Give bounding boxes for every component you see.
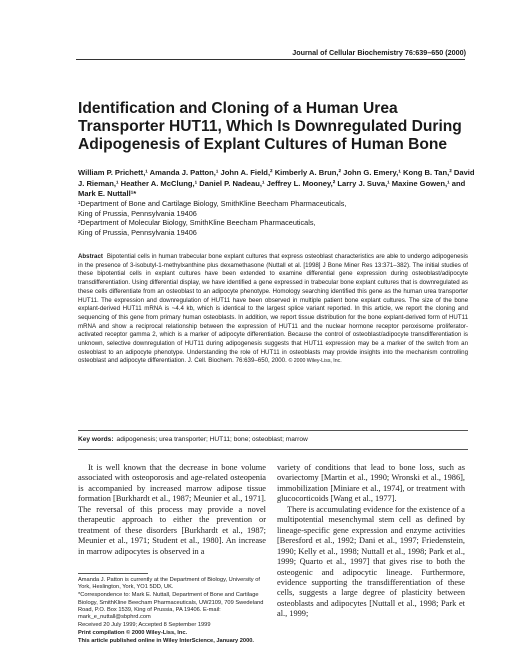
keywords-rule-top bbox=[78, 430, 468, 431]
abstract-label: Abstract bbox=[78, 253, 103, 260]
body-paragraph: It is well known that the decrease in bone volume associated with osteoporosis and age-related osteopenia is accompanied by increased marrow adipose tissue formation [Burkhardt et al., 1987; Meunier et al., 1971]. The reversal of this process may provide a novel therapeutic approach to either the prevention or treatment of these disorders [Burkhardt et al., 1987; Meunier et al., 1971; Student et al., 1980]. An increase in marrow adipocytes is observed in a bbox=[78, 463, 266, 556]
abstract-text: Bipotential cells in human trabecular bone explant cultures that express osteoblast characteristics are able to undergo adipogenesis in the presence of 3-isobutyl-1-methylxanthine plus dexamethasone (Nuttall et al. [1998] J Bone Miner Res 13:371–382). The initial studies of these bipotential cells in explant cultures have been extended to examine differential gene expression during osteoblast/adipocyte transdifferentiation. Using differential display, we have identified a gene expressed in trabecular bone explant cultures that is downregulated as these cells differentiate from an osteoblast to an adipocyte phenotype. Homology searching identified this gene as the human urea transporter HUT11. The expression and downregulation of HUT11 have been observed in multiple patient bone explant cultures. The size of the bone explant-derived HUT11 mRNA is ~4.4 kb, which is identical to the largest splice variant reported. In this article, we report the cloning and sequencing of this gene from primary human osteoblasts. In addition, we report tissue distribution for the bone explant-derived form of HUT11 mRNA and show a reciprocal relationship between the expression of HUT11 and the nuclear hormone receptor peroxisome proliferator-activated receptor gamma 2, which is a marker of adipocyte differentiation. Because the control of osteoblast/adipocyte transdifferentiation is unknown, selective downregulation of HUT11 during adipogenesis suggests that HUT11 expression may be a marker of the switch from an osteoblast to an adipocyte phenotype. Understanding the role of HUT11 in osteoblasts may provide insights into the mechanism controlling osteoblast and adipocyte differentiation. J. Cell. Biochem. 76:639–650, 2000. bbox=[78, 253, 468, 365]
body-column-right bbox=[277, 463, 465, 620]
footnote-online: This article published online in Wiley InterScience, January 2000. bbox=[78, 637, 255, 644]
affiliation-line: ¹Department of Bone and Cartilage Biology, SmithKline Beecham Pharmaceuticals, bbox=[78, 199, 347, 208]
footnote-received: Received 20 July 1999; Accepted 8 September 1999 bbox=[78, 622, 211, 629]
footnotes bbox=[78, 577, 268, 646]
copyright: © 2000 Wiley-Liss, Inc. bbox=[288, 358, 342, 365]
keywords-text: adipogenesis; urea transporter; HUT11; bone; osteoblast; marrow bbox=[116, 436, 308, 443]
footnote-correspondence: *Correspondence to: Mark E. Nuttall, Department of Bone and Cartilage Biology, SmithKline Beecham Pharmaceuticals, UW2109, 709 Swedeland Road, P.O. Box 1539, King of Prussia, PA 19406. E-mail: mark_e_nuttall@sbphrd.com bbox=[78, 592, 264, 621]
journal-running-head: Journal of Cellular Biochemistry 76:639–650 (2000) bbox=[292, 48, 466, 57]
body-paragraph: There is accumulating evidence for the existence of a multipotential mesenchymal stem cell as defined by lineage-specific gene expression and enzyme activities [Beresford et al., 1992; Dani et al., 1997; Friedenstein, 1990; Kelly et al., 1998; Nuttall et al., 1998; Park et al., 1999; Quarto et al., 1997] that gives rise to both the osteogenic and adipocytic lineage. Furthermore, evidence supporting the transdifferentiation of these cells, suggests a large degree of plasticity between osteoblasts and adipocytes [Nuttall et al., 1998; Park et al., 1999; bbox=[277, 504, 465, 619]
author-list: William P. Prichett,¹ Amanda J. Patton,¹ John A. Field,² Kimberly A. Brun,² John G. Emery,¹ Kong B. Tan,² David J. Rieman,¹ Heather A. McClung,¹ Daniel P. Nadeau,¹ Jeffrey L. Mooney,² Larry J. Suva,¹ Maxine Gowen,¹ and Mark E. Nuttall¹* bbox=[78, 168, 475, 199]
header-rule bbox=[76, 59, 465, 60]
abstract bbox=[78, 253, 468, 366]
keywords-label: Key words: bbox=[78, 436, 114, 443]
affiliation-line: King of Prussia, Pennsylvania 19406 bbox=[78, 227, 197, 237]
article-title: Identification and Cloning of a Human Urea Transporter HUT11, Which Is Downregulated During Adipogenesis of Explant Cultures of Human Bone bbox=[78, 100, 462, 153]
body-column-left bbox=[78, 463, 266, 557]
footnote-patton: Amanda J. Patton is currently at the Department of Biology, University of York, Heslington, York, YO1 5DD, UK. bbox=[78, 577, 260, 591]
affiliation-line: ²Department of Molecular Biology, SmithKline Beecham Pharmaceuticals, bbox=[78, 218, 316, 228]
footnote-rule bbox=[78, 573, 148, 574]
body-paragraph: variety of conditions that lead to bone loss, such as ovariectomy [Martin et al., 1990; Wronski et al., 1986], immobilization [Miniare et al., 1974], or treatment with glucocorticoids [Wang et al., 1977]. bbox=[277, 463, 465, 504]
footnote-print: Print compilation © 2000 Wiley-Liss, Inc. bbox=[78, 630, 188, 637]
keywords bbox=[78, 436, 468, 443]
keywords-rule-bottom bbox=[78, 449, 468, 450]
affiliations bbox=[78, 199, 478, 237]
affiliation-line: King of Prussia, Pennsylvania 19406 bbox=[78, 208, 197, 218]
